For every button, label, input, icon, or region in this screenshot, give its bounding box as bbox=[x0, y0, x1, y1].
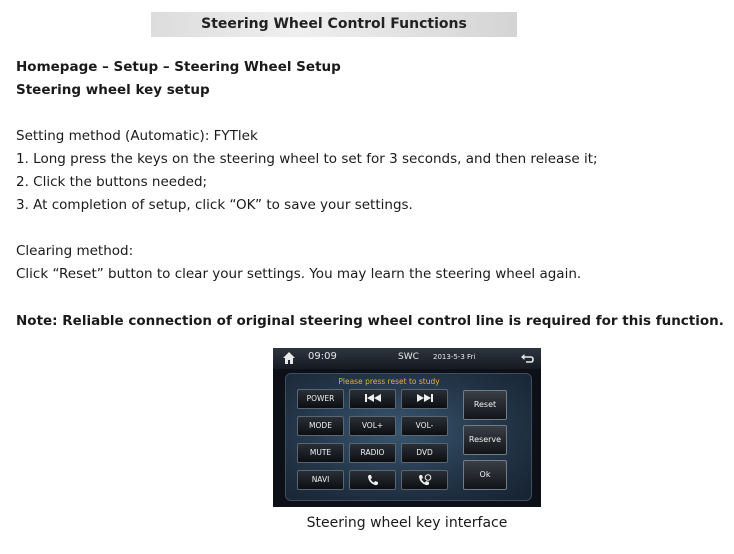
radio-key-button[interactable]: RADIO bbox=[349, 443, 396, 463]
clock: 09:09 bbox=[308, 351, 337, 362]
swc-panel bbox=[285, 373, 532, 501]
mode-key-button[interactable]: MODE bbox=[297, 416, 344, 436]
clearing-method-text: Click “Reset” button to clear your settings. You may learn the steering wheel again. bbox=[16, 266, 582, 282]
status-bar bbox=[273, 348, 541, 369]
vol-up-button[interactable]: VOL+ bbox=[349, 416, 396, 436]
note: Note: Reliable connection of original steering wheel control line is required for this function. bbox=[16, 313, 724, 329]
screen-title: SWC bbox=[398, 352, 419, 362]
subtitle: Steering wheel key setup bbox=[16, 82, 210, 98]
breadcrumb: Homepage – Setup – Steering Wheel Setup bbox=[16, 59, 341, 75]
phone-hangup-icon bbox=[418, 474, 432, 486]
setting-step-3: 3. At completion of setup, click “OK” to save your settings. bbox=[16, 197, 413, 213]
back-arrow-icon[interactable] bbox=[520, 351, 534, 365]
vol-down-button[interactable]: VOL- bbox=[401, 416, 448, 436]
home-icon[interactable] bbox=[282, 351, 296, 365]
study-prompt: Please press reset to study bbox=[338, 377, 440, 386]
power-key-button[interactable]: POWER bbox=[297, 389, 344, 409]
section-title: Steering Wheel Control Functions bbox=[201, 16, 467, 32]
phone-icon bbox=[367, 474, 379, 486]
date: 2013-5-3 Fri bbox=[433, 353, 476, 361]
reset-button[interactable]: Reset bbox=[463, 390, 507, 420]
figure-caption-wrapper bbox=[0, 515, 734, 531]
previous-track-button[interactable] bbox=[349, 389, 396, 409]
next-track-button[interactable] bbox=[401, 389, 448, 409]
setting-step-1: 1. Long press the keys on the steering wheel to set for 3 seconds, and then release it; bbox=[16, 151, 598, 167]
reserve-button[interactable]: Reserve bbox=[463, 425, 507, 455]
previous-track-icon bbox=[364, 393, 382, 403]
setting-method-heading: Setting method (Automatic): FYTlek bbox=[16, 128, 258, 144]
ok-button[interactable]: Ok bbox=[463, 460, 507, 490]
figure-caption: Steering wheel key interface bbox=[306, 515, 508, 531]
dvd-key-button[interactable]: DVD bbox=[401, 443, 448, 463]
next-track-icon bbox=[416, 393, 434, 403]
section-header bbox=[151, 12, 517, 37]
navi-key-button[interactable]: NAVI bbox=[297, 470, 344, 490]
clearing-method-heading: Clearing method: bbox=[16, 243, 134, 259]
swc-screen bbox=[273, 348, 541, 507]
phone-answer-button[interactable] bbox=[349, 470, 396, 490]
setting-step-2: 2. Click the buttons needed; bbox=[16, 174, 208, 190]
phone-hangup-button[interactable] bbox=[401, 470, 448, 490]
mute-key-button[interactable]: MUTE bbox=[297, 443, 344, 463]
